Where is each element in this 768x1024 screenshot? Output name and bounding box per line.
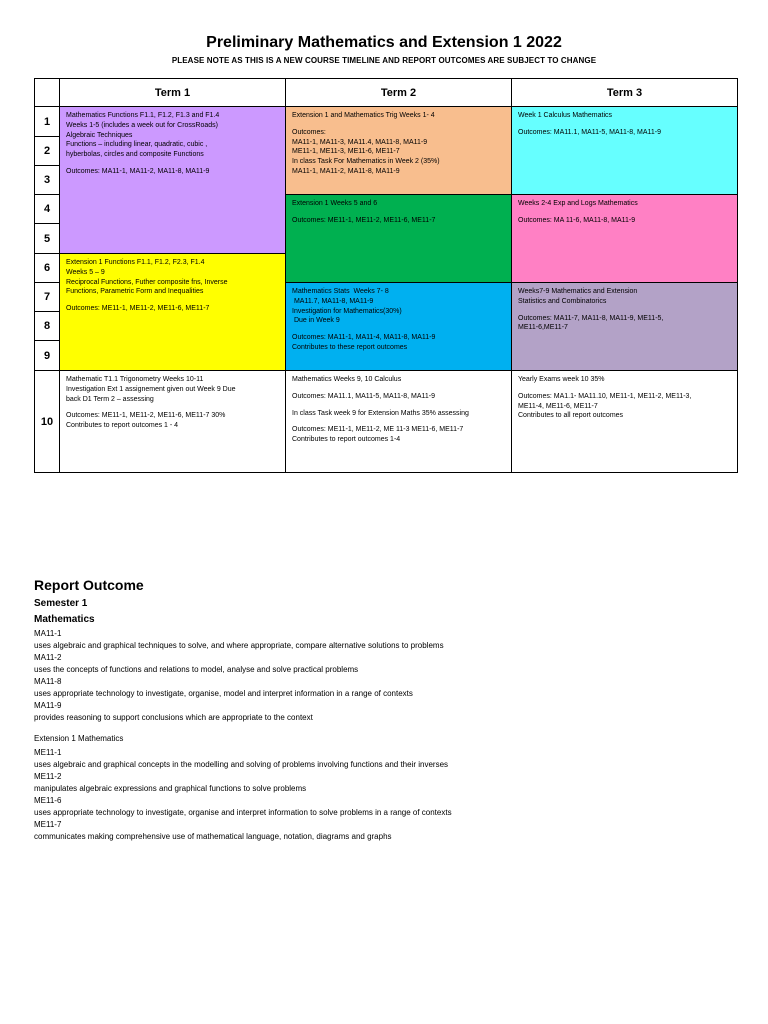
- term3-statistics-cell: [511, 282, 738, 371]
- cell-spacer: [66, 404, 279, 411]
- cell-text-line: Extension 1 Weeks 5 and 6: [292, 200, 378, 207]
- cell-text-line: Yearly Exams week 10 35%: [518, 376, 605, 383]
- cell-text-line: MA11-1, MA11-2, MA11-8, MA11-9: [292, 167, 400, 175]
- cell-text-line: Outcomes: MA11-7, MA11-8, MA11-9, ME11-5,: [518, 314, 664, 322]
- header-term-2: Term 2: [285, 78, 512, 107]
- cell-text-line: Functions – including linear, quadratic, cubic ,: [66, 141, 208, 149]
- corner-cell: [34, 78, 60, 107]
- cell-text-line: Due in Week 9: [292, 317, 340, 325]
- page-title: Preliminary Mathematics and Extension 1 2022: [206, 34, 562, 51]
- cell-text-line: MA11-1, MA11-3, MA11.4, MA11-8, MA11-9: [292, 138, 428, 146]
- cell-text-line: Outcomes: ME11-1, ME11-2, ME11-6, ME11-7: [66, 305, 210, 313]
- header-term-3: Term 3: [511, 78, 738, 107]
- outcome-description: communicates making comprehensive use of mathematical language, notation, diagrams and graphs: [34, 832, 392, 841]
- extension-outcome-list: [34, 747, 734, 843]
- outcome-code: MA11-2: [34, 653, 62, 662]
- cell-text-line: Mathematic T1.1 Trigonometry Weeks 10-11: [66, 376, 204, 383]
- cell-spacer: [518, 385, 731, 392]
- cell-spacer: [518, 121, 731, 128]
- cell-text-line: Extension 1 and Mathematics Trig Weeks 1- 4: [292, 112, 435, 119]
- extension-heading: Extension 1 Mathematics: [34, 734, 124, 743]
- cell-text-line: Reciprocal Functions, Futher composite fns, Inverse: [66, 278, 228, 286]
- outcome-code: MA11-8: [34, 677, 62, 686]
- cell-text-line: hyberbolas, circles and composite Functions: [66, 151, 204, 159]
- outcome-description: uses appropriate technology to investigate, organise and interpret information to solve problems in a range of contexts: [34, 808, 452, 817]
- week-number: 3: [34, 165, 60, 195]
- outcome-description: manipulates algebraic expressions and graphical functions to solve problems: [34, 784, 307, 793]
- cell-text-line: Weeks 5 – 9: [66, 268, 105, 276]
- cell-spacer: [292, 326, 505, 333]
- outcome-code: ME11-7: [34, 820, 62, 829]
- mathematics-heading: Mathematics: [34, 614, 95, 625]
- week-number: 6: [34, 253, 60, 283]
- cell-text-line: ME11-6,ME11-7: [518, 324, 568, 332]
- cell-text-line: Outcomes: MA 11-6, MA11-8, MA11-9: [518, 216, 636, 224]
- report-heading: Report Outcome: [34, 577, 144, 593]
- week-number: 4: [34, 194, 60, 224]
- cell-text-line: Statistics and Combinatorics: [518, 297, 607, 305]
- cell-text-line: MA11.7, MA11-8, MA11-9: [292, 297, 374, 305]
- week-number: 7: [34, 282, 60, 312]
- cell-text-line: Outcomes: ME11-1, ME11-2, ME 11-3 ME11-6, ME11-7: [292, 426, 464, 434]
- outcome-description: uses algebraic and graphical techniques to solve, and where appropriate, compare alternative solutions to problems: [34, 641, 444, 650]
- week-number: 1: [34, 106, 60, 137]
- cell-spacer: [292, 121, 505, 128]
- term2-calculus-cell: [285, 370, 512, 473]
- week-number: 10: [34, 370, 60, 473]
- term3-yearly-exams-cell: [511, 370, 738, 473]
- cell-text-line: Weeks7-9 Mathematics and Extension: [518, 288, 638, 295]
- cell-text-line: In class Task week 9 for Extension Maths 35% assessing: [292, 409, 469, 417]
- cell-text-line: Contributes to report outcomes 1 - 4: [66, 422, 179, 430]
- cell-text-line: ME11-1, ME11-3, ME11-6, ME11-7: [292, 148, 400, 156]
- report-outcome-section: [34, 577, 734, 843]
- week-number: 8: [34, 311, 60, 341]
- cell-text-line: Outcomes: ME11-1, ME11-2, ME11-6, ME11-7 30%: [66, 412, 226, 420]
- term2-trig-cell: [285, 106, 512, 195]
- cell-text-line: Mathematics Functions F1.1, F1.2, F1.3 and F1.4: [66, 112, 220, 119]
- cell-text-line: Contributes to these report outcomes: [292, 343, 408, 351]
- cell-text-line: Mathematics Stats Weeks 7- 8: [292, 288, 389, 295]
- cell-text-line: Contributes to all report outcomes: [518, 412, 624, 420]
- cell-text-line: Outcomes: ME11-1, ME11-2, ME11-6, ME11-7: [292, 216, 436, 224]
- cell-text-line: Outcomes: MA11.1, MA11-5, MA11-8, MA11-9: [518, 128, 662, 136]
- cell-spacer: [518, 307, 731, 314]
- cell-text-line: Outcomes:: [292, 128, 326, 136]
- week-number: 5: [34, 223, 60, 254]
- outcome-description: provides reasoning to support conclusions which are appropriate to the context: [34, 713, 313, 722]
- outcome-description: uses algebraic and graphical concepts in the modelling and solving of problems involving functions and their inverses: [34, 760, 449, 769]
- cell-text-line: Outcomes: MA1.1- MA11.10, ME11-1, ME11-2, ME11-3,: [518, 392, 692, 400]
- cell-spacer: [292, 402, 505, 409]
- cell-text-line: Algebraic Techniques: [66, 131, 133, 139]
- cell-text-line: Functions, Parametric Form and Inequalities: [66, 288, 204, 296]
- cell-text-line: Outcomes: MA11.1, MA11-5, MA11-8, MA11-9: [292, 392, 436, 400]
- term2-stats-cell: [285, 282, 512, 371]
- semester-heading: Semester 1: [34, 598, 88, 609]
- week-number: 2: [34, 136, 60, 166]
- cell-spacer: [66, 160, 279, 167]
- outcome-code: MA11-9: [34, 701, 62, 710]
- timeline-table: [34, 78, 738, 473]
- cell-text-line: Week 1 Calculus Mathematics: [518, 112, 613, 119]
- outcome-code: ME11-6: [34, 796, 62, 805]
- outcome-description: uses the concepts of functions and relations to model, analyse and solve practical problems: [34, 665, 359, 674]
- outcome-code: ME11-1: [34, 748, 62, 757]
- cell-text-line: Outcomes: MA11-1, MA11-4, MA11-8, MA11-9: [292, 334, 436, 342]
- cell-text-line: Outcomes: MA11-1, MA11-2, MA11-8, MA11-9: [66, 167, 210, 175]
- week-number: 9: [34, 340, 60, 371]
- cell-text-line: Extension 1 Functions F1.1, F1.2, F2.3, F1.4: [66, 259, 205, 266]
- cell-text-line: Contributes to report outcomes 1-4: [292, 436, 401, 444]
- outcome-code: ME11-2: [34, 772, 62, 781]
- cell-text-line: back D1 Term 2 – assessing: [66, 395, 154, 403]
- cell-text-line: Mathematics Weeks 9, 10 Calculus: [292, 376, 402, 383]
- term3-calculus-cell: [511, 106, 738, 195]
- outcome-description: uses appropriate technology to investigate, organise, model and interpret information in a range of contexts: [34, 689, 413, 698]
- cell-spacer: [292, 385, 505, 392]
- term1-trigonometry-cell: [59, 370, 286, 473]
- cell-spacer: [518, 209, 731, 216]
- cell-spacer: [66, 297, 279, 304]
- cell-text-line: Weeks 2-4 Exp and Logs Mathematics: [518, 200, 638, 207]
- term3-exp-logs-cell: [511, 194, 738, 283]
- cell-spacer: [292, 418, 505, 425]
- term2-extension-cell: [285, 194, 512, 283]
- cell-spacer: [292, 209, 505, 216]
- cell-text-line: Investigation for Mathematics(30%): [292, 307, 402, 315]
- mathematics-outcome-list: [34, 628, 734, 724]
- cell-text-line: Investigation Ext 1 assignement given out Week 9 Due: [66, 385, 236, 393]
- term1-functions-cell: [59, 106, 286, 254]
- header-term-1: Term 1: [59, 78, 286, 107]
- page-subtitle: PLEASE NOTE AS THIS IS A NEW COURSE TIMELINE AND REPORT OUTCOMES ARE SUBJECT TO CHANGE: [171, 56, 597, 65]
- outcome-code: MA11-1: [34, 629, 62, 638]
- cell-text-line: ME11-4, ME11-6, ME11-7: [518, 402, 598, 410]
- cell-text-line: In class Task For Mathematics in Week 2 (35%): [292, 158, 440, 166]
- term1-extension-functions-cell: [59, 253, 286, 371]
- cell-text-line: Weeks 1-5 (includes a week out for CrossRoads): [66, 121, 218, 129]
